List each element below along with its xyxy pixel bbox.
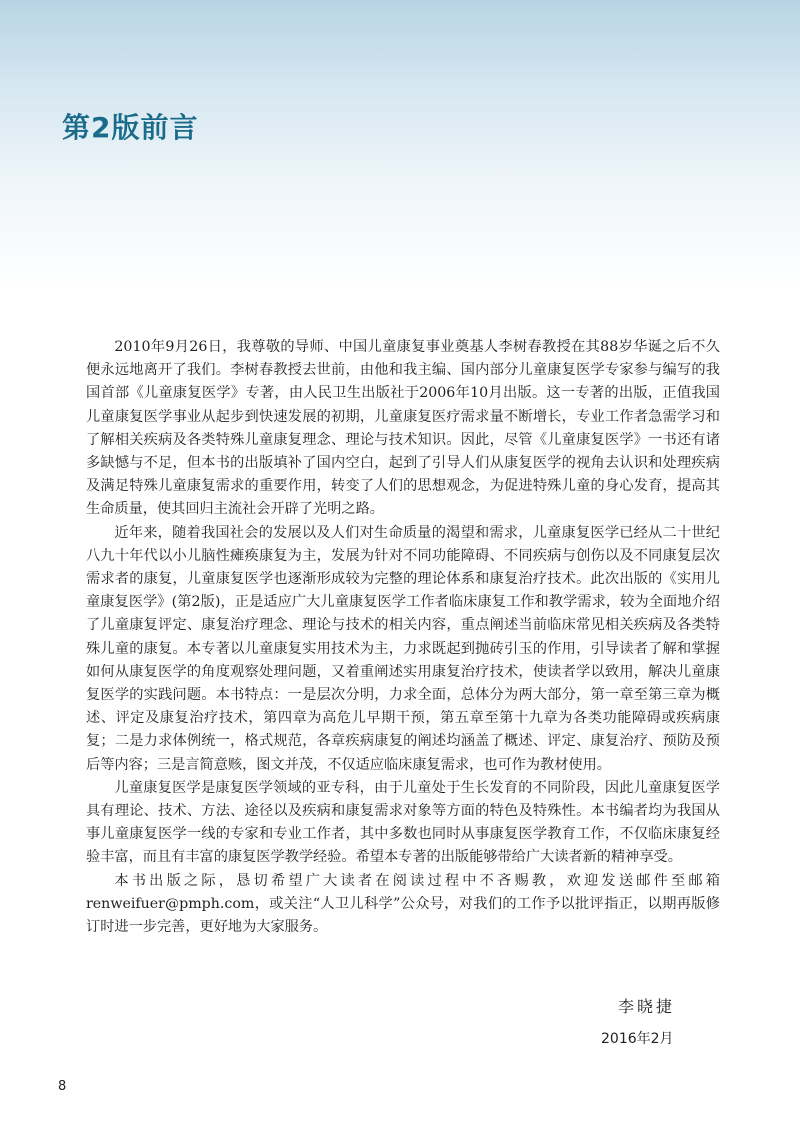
preface-body	[86, 336, 720, 939]
page-title: 第2版前言	[62, 111, 199, 144]
paragraph-1: 2010年9月26日，我尊敬的导师、中国儿童康复事业奠基人李树春教授在其88岁华诞之后不久便永远地离开了我们。李树春教授去世前，由他和我主编、国内部分儿童康复医学专家参与编写的我国首部《儿童康复医学》专著，由人民卫生出版社于2006年10月出版。这一专著的出版，正值我国儿童康复医学事业从起步到快速发展的初期，儿童康复医疗需求量不断增长，专业工作者急需学习和了解相关疾病及各类特殊儿童康复理念、理论与技术知识。因此，尽管《儿童康复医学》一书还有诸多缺憾与不足，但本书的出版填补了国内空白，起到了引导人们从康复医学的视角去认识和处理疾病及满足特殊儿童康复需求的重要作用，转变了人们的思想观念，为促进特殊儿童的身心发育，提高其生命质量，使其回归主流社会开辟了光明之路。	[86, 339, 720, 518]
paragraph-2: 近年来，随着我国社会的发展以及人们对生命质量的渴望和需求，儿童康复医学已经从二十世纪八九十年代以小儿脑性瘫痪康复为主，发展为针对不同功能障碍、不同疾病与创伤以及不同康复层次需求者的康复，儿童康复医学也逐渐形成较为完整的理论体系和康复治疗技术。此次出版的《实用儿童康复医学》(第2版)，正是适应广大儿童康复医学工作者临床康复工作和教学需求，较为全面地介绍了儿童康复评定、康复治疗理念、理论与技术的相关内容，重点阐述当前临床常见相关疾病及各类特殊儿童的康复。本专著以儿童康复实用技术为主，力求既起到抛砖引玉的作用，引导读者了解和掌握如何从康复医学的角度观察处理问题，又着重阐述实用康复治疗技术，使读者学以致用，解决儿童康复医学的实践问题。本书特点：一是层次分明，力求全面，总体分为两大部分，第一章至第三章为概述、评定及康复治疗技术，第四章为高危儿早期干预，第五章至第十九章为各类功能障碍或疾病康复；二是力求体例统一，格式规范，各章疾病康复的阐述均涵盖了概述、评定、康复治疗、预防及预后等内容；三是言简意赅，图文并茂，不仅适应临床康复需求，也可作为教材使用。	[86, 524, 720, 773]
paragraph-4: 本书出版之际，恳切希望广大读者在阅读过程中不吝赐教，欢迎发送邮件至邮箱renweifuer@pmph.com，或关注“人卫儿科学”公众号，对我们的工作予以批评指正，以期再版修订时进一步完善，更好地为大家服务。	[86, 872, 720, 936]
paragraph-3: 儿童康复医学是康复医学领域的亚专科，由于儿童处于生长发育的不同阶段，因此儿童康复医学具有理论、技术、方法、途径以及疾病和康复需求对象等方面的特色及特殊性。本书编者均为我国从事儿童康复医学一线的专家和专业工作者，其中多数也同时从事康复医学教育工作，不仅临床康复经验丰富，而且有丰富的康复医学教学经验。希望本专著的出版能够带给广大读者新的精神享受。	[86, 779, 720, 866]
signature-date: 2016年2月	[601, 1031, 674, 1047]
page-number: 8	[58, 1079, 67, 1094]
signature-author: 李晓捷	[618, 997, 676, 1016]
